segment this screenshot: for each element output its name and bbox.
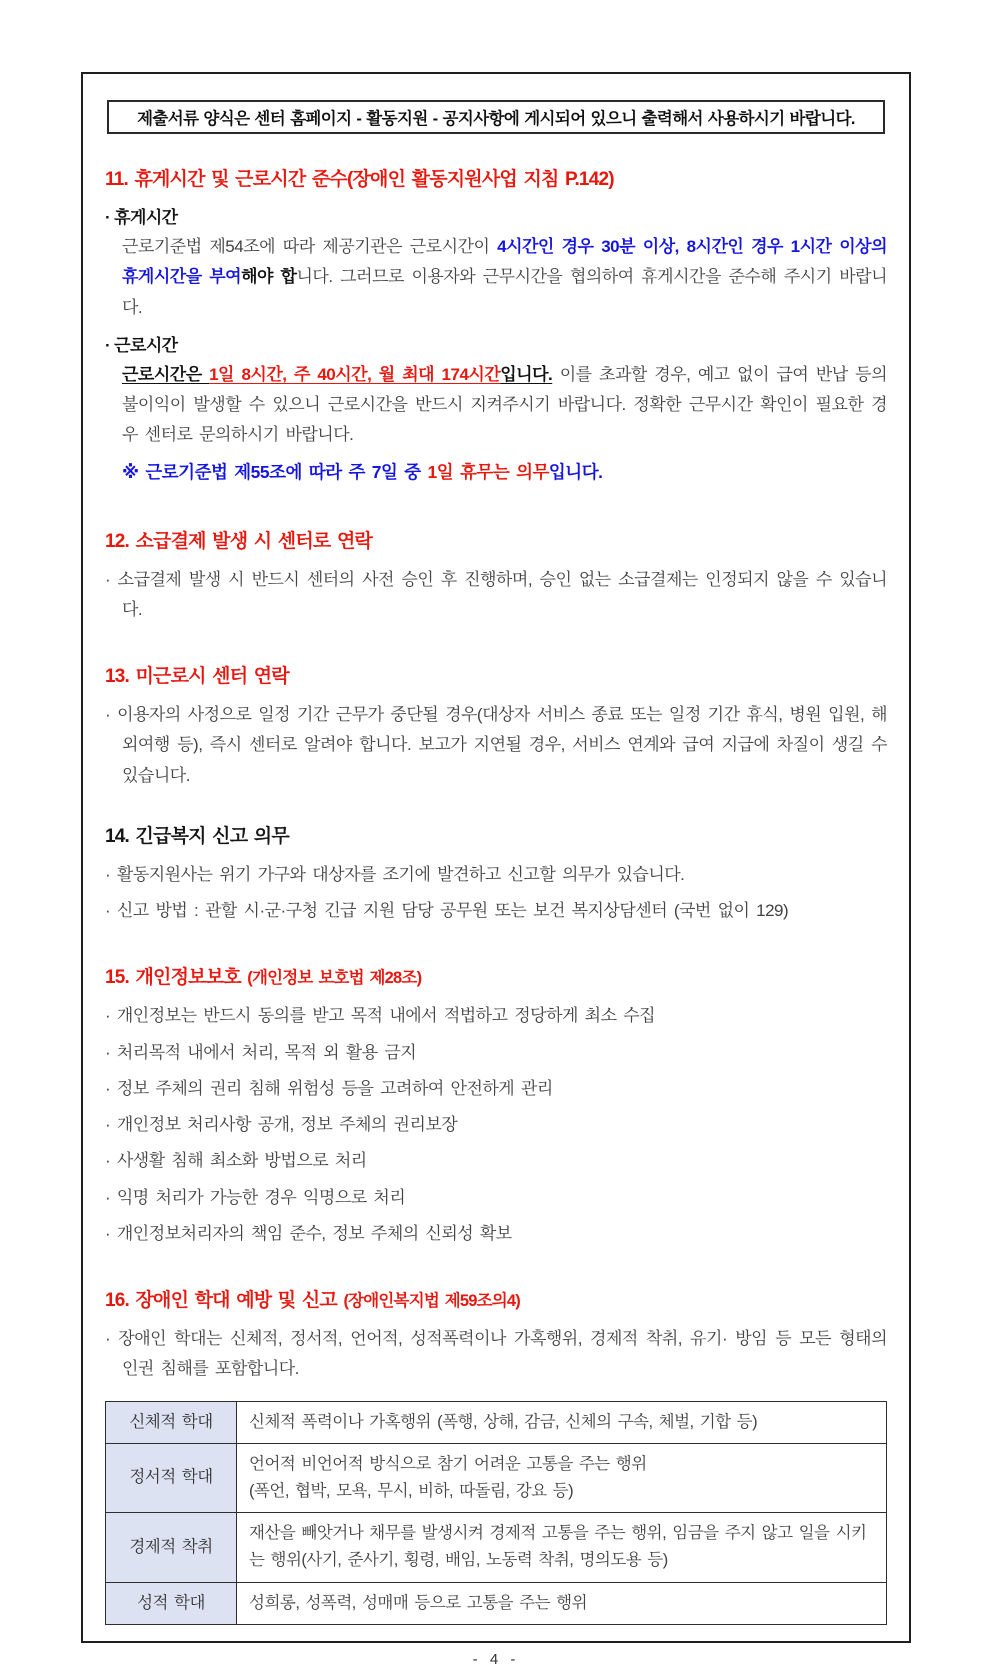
section-13-bullet: · 이용자의 사정으로 일정 기간 근무가 중단될 경우(대상자 서비스 종료 또는 일정 기간 휴식, 병원 입원, 해외여행 등), 즉시 센터로 알려야 합니다. 보고가 지연될 경우, 서비스 연계와 급여 지급에 차질이 생길 수 있습니다. (105, 705, 887, 785)
document-border-box (81, 72, 911, 1643)
section-11-paragraph-break-time (122, 232, 887, 323)
abuse-type-description: 신체적 폭력이나 가혹행위 (폭행, 상해, 감금, 신체의 구속, 체벌, 기합 등) (237, 1401, 887, 1443)
note-blue-part: 입니다. (548, 461, 603, 482)
page-number: - 4 - (472, 1650, 520, 1668)
section-12-title: 12. 소급결제 발생 시 센터로 연락 (105, 530, 373, 552)
section-16-title (105, 1285, 887, 1312)
section-15-bullet: · 정보 주체의 권리 침해 위험성 등을 고려하여 안전하게 관리 (105, 1078, 553, 1098)
table-row (106, 1582, 887, 1624)
abuse-type-description: 재산을 빼앗거나 채무를 발생시켜 경제적 고통을 주는 행위, 임금을 주지 않고 일을 시키는 행위(사기, 준사기, 횡령, 배임, 노동력 착취, 명의도용 등) (237, 1513, 887, 1582)
highlight-blue-break-rule: 4시간인 경우 30분 이상, 8시간인 경우 1시간 이상의 휴게시간을 부여 (122, 237, 887, 287)
table-row (106, 1401, 887, 1443)
abuse-type-label: 신체적 학대 (106, 1401, 237, 1443)
section-15-title-paren: (개인정보 보호법 제28조) (247, 969, 422, 988)
section-15-title (105, 962, 887, 989)
abuse-types-table (105, 1401, 887, 1625)
section-16-title-main: 16. 장애인 학대 예방 및 신고 (105, 1290, 344, 1311)
abuse-type-description: 언어적 비언어적 방식으로 참기 어려운 고통을 주는 행위 (폭언, 협박, 모욕, 무시, 비하, 따돌림, 강요 등) (237, 1443, 887, 1512)
section-15-bullet: · 사생활 침해 최소화 방법으로 처리 (105, 1151, 367, 1171)
text-run-bold: 해야 합 (241, 267, 297, 287)
section-14-bullet: · 활동지원사는 위기 가구와 대상자를 조기에 발견하고 신고할 의무가 있습니다. (105, 864, 685, 884)
text-run-underline: 입니다. (500, 364, 553, 384)
table-row (106, 1513, 887, 1582)
section-15-bullet: · 개인정보 처리사항 공개, 정보 주체의 권리보장 (105, 1115, 458, 1134)
abuse-type-label: 정서적 학대 (106, 1443, 237, 1512)
section-15-bullet: · 처리목적 내에서 처리, 목적 외 활용 금지 (105, 1042, 417, 1062)
section-14-bullet: · 신고 방법 : 관할 시·군·구청 긴급 지원 담당 공무원 또는 보건 복지상담센터 (국번 없이 129) (105, 901, 789, 920)
section-16-bullet: · 장애인 학대는 신체적, 정서적, 언어적, 성적폭력이나 가혹행위, 경제적 착취, 유기· 방임 등 모든 형태의 인권 침해를 포함합니다. (105, 1329, 887, 1379)
section-11-paragraph-work-time (122, 360, 887, 451)
note-blue-part: ※ 근로기준법 제55조에 따라 주 7일 중 (122, 461, 428, 482)
note-red-part: 1일 휴무는 의무 (427, 461, 549, 482)
text-run: 이를 초과할 경우, 예고 없이 급여 반납 등의 불이익이 발생할 수 있으니 근로시간을 반드시 지켜주시기 바랍니다. 정확한 근무시간 확인이 필요한 경우 센터로 문의하시기 바랍니다. (122, 364, 887, 445)
text-run: 근로기준법 제54조에 따라 제공기관은 근로시간이 (122, 237, 498, 256)
highlight-red-work-limits: 1일 8시간, 주 40시간, 월 최대 174시간 (209, 364, 501, 384)
section-16-title-paren: (장애인복지법 제59조의4) (343, 1292, 520, 1310)
table-row (106, 1443, 887, 1512)
section-15-bullet: · 개인정보는 반드시 동의를 받고 목적 내에서 적법하고 정당하게 최소 수집 (105, 1006, 656, 1026)
section-15-bullet: · 익명 처리가 가능한 경우 익명으로 처리 (105, 1187, 406, 1207)
abuse-type-description: 성희롱, 성폭력, 성매매 등으로 고통을 주는 행위 (237, 1582, 887, 1624)
section-15-title-main: 15. 개인정보보호 (105, 967, 248, 989)
section-13-title: 13. 미근로시 센터 연락 (105, 666, 289, 687)
section-14-title: 14. 긴급복지 신고 의무 (105, 825, 289, 847)
abuse-type-label: 경제적 착취 (106, 1513, 237, 1582)
section-11-note-weekly-rest (122, 459, 887, 484)
text-run-underline: 근로시간은 (122, 364, 210, 384)
section-11-title: 11. 휴게시간 및 근로시간 준수(장애인 활동지원사업 지침 P.142) (105, 169, 614, 190)
section-11-sublabel-break-time: · 휴게시간 (105, 208, 178, 227)
text-run: 니다. 그러므로 이용자와 근무시간을 협의하여 휴게시간을 준수해 주시기 바랍니다. (122, 267, 888, 317)
section-11-sublabel-work-time: · 근로시간 (105, 335, 178, 355)
abuse-type-label: 성적 학대 (106, 1582, 237, 1624)
section-12-bullet: · 소급결제 발생 시 반드시 센터의 사전 승인 후 진행하며, 승인 없는 소급결제는 인정되지 않을 수 있습니다. (105, 569, 887, 619)
section-15-bullet: · 개인정보처리자의 책임 준수, 정보 주체의 신뢰성 확보 (105, 1223, 512, 1243)
notice-box (107, 100, 885, 134)
notice-text: 제출서류 양식은 센터 홈페이지 - 활동지원 - 공지사항에 게시되어 있으니 출력해서 사용하시기 바랍니다. (137, 110, 855, 128)
